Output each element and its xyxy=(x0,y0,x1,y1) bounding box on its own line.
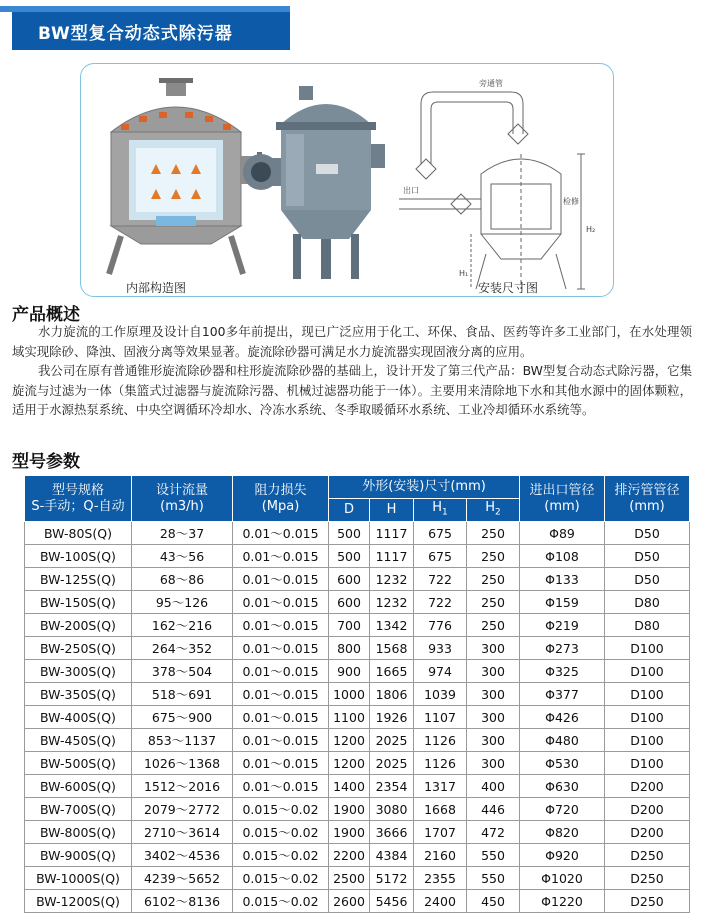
cell-flow: 853～1137 xyxy=(132,729,233,752)
cell-h2: 300 xyxy=(467,637,520,660)
cell-model: BW-80S(Q) xyxy=(25,522,132,545)
cell-h: 1665 xyxy=(370,660,414,683)
figure-panel xyxy=(80,63,614,297)
cell-io: Φ1220 xyxy=(520,890,605,913)
cell-io: Φ820 xyxy=(520,821,605,844)
cell-h2: 300 xyxy=(467,706,520,729)
cell-io: Φ480 xyxy=(520,729,605,752)
cell-d: 1900 xyxy=(329,821,370,844)
cell-h: 3666 xyxy=(370,821,414,844)
cell-loss: 0.015～0.02 xyxy=(233,844,329,867)
cell-d: 1100 xyxy=(329,706,370,729)
table-row xyxy=(25,752,690,775)
cell-model: BW-200S(Q) xyxy=(25,614,132,637)
cell-flow: 6102～8136 xyxy=(132,890,233,913)
cell-h1: 675 xyxy=(414,545,467,568)
table-row xyxy=(25,614,690,637)
cell-h: 1232 xyxy=(370,591,414,614)
label-h1: H₁ xyxy=(459,269,469,278)
table-row xyxy=(25,637,690,660)
installation-dimension-drawing xyxy=(399,92,585,289)
cell-io: Φ377 xyxy=(520,683,605,706)
cell-d: 1900 xyxy=(329,798,370,821)
cell-h: 5456 xyxy=(370,890,414,913)
internal-structure-illustration xyxy=(109,78,262,274)
cell-loss: 0.01～0.015 xyxy=(233,683,329,706)
cell-loss: 0.01～0.015 xyxy=(233,545,329,568)
table-row xyxy=(25,706,690,729)
cell-loss: 0.01～0.015 xyxy=(233,522,329,545)
cell-flow: 43～56 xyxy=(132,545,233,568)
cell-flow: 3402～4536 xyxy=(132,844,233,867)
cell-io: Φ325 xyxy=(520,660,605,683)
cell-loss: 0.01～0.015 xyxy=(233,614,329,637)
table-row xyxy=(25,568,690,591)
cell-d: 2600 xyxy=(329,890,370,913)
cell-io: Φ530 xyxy=(520,752,605,775)
cell-model: BW-450S(Q) xyxy=(25,729,132,752)
cell-model: BW-1000S(Q) xyxy=(25,867,132,890)
caption-installation-dimensions: 安装尺寸图 xyxy=(478,281,539,295)
cell-loss: 0.01～0.015 xyxy=(233,591,329,614)
cell-d: 1200 xyxy=(329,729,370,752)
cell-flow: 162～216 xyxy=(132,614,233,637)
cell-loss: 0.01～0.015 xyxy=(233,637,329,660)
cell-io: Φ1020 xyxy=(520,867,605,890)
table-row xyxy=(25,867,690,890)
cell-flow: 264～352 xyxy=(132,637,233,660)
cell-d: 1400 xyxy=(329,775,370,798)
cell-h2: 250 xyxy=(467,545,520,568)
cell-drain: D100 xyxy=(605,637,690,660)
cell-model: BW-150S(Q) xyxy=(25,591,132,614)
cell-flow: 518～691 xyxy=(132,683,233,706)
cell-h: 1117 xyxy=(370,545,414,568)
cell-io: Φ273 xyxy=(520,637,605,660)
cell-drain: D100 xyxy=(605,752,690,775)
cell-h: 3080 xyxy=(370,798,414,821)
cell-loss: 0.01～0.015 xyxy=(233,660,329,683)
cell-loss: 0.015～0.02 xyxy=(233,821,329,844)
label-bypass-pipe: 旁通管 xyxy=(479,79,503,88)
cell-h1: 1107 xyxy=(414,706,467,729)
cell-h2: 400 xyxy=(467,775,520,798)
cell-drain: D200 xyxy=(605,775,690,798)
cell-h: 2354 xyxy=(370,775,414,798)
cell-model: BW-700S(Q) xyxy=(25,798,132,821)
col-model: 型号规格 S-手动；Q-自动 xyxy=(25,476,132,522)
cell-loss: 0.015～0.02 xyxy=(233,798,329,821)
cell-h1: 1039 xyxy=(414,683,467,706)
cell-flow: 1026～1368 xyxy=(132,752,233,775)
cell-drain: D80 xyxy=(605,614,690,637)
cell-h1: 776 xyxy=(414,614,467,637)
cell-drain: D200 xyxy=(605,798,690,821)
cell-h: 1232 xyxy=(370,568,414,591)
cell-drain: D50 xyxy=(605,522,690,545)
cell-h: 5172 xyxy=(370,867,414,890)
cell-loss: 0.01～0.015 xyxy=(233,775,329,798)
cell-model: BW-900S(Q) xyxy=(25,844,132,867)
cell-loss: 0.01～0.015 xyxy=(233,752,329,775)
cell-flow: 378～504 xyxy=(132,660,233,683)
cell-h1: 675 xyxy=(414,522,467,545)
cell-d: 2200 xyxy=(329,844,370,867)
label-outlet: 出口 xyxy=(403,186,419,195)
cell-h2: 550 xyxy=(467,867,520,890)
cell-h2: 250 xyxy=(467,614,520,637)
cell-model: BW-100S(Q) xyxy=(25,545,132,568)
cell-h1: 2400 xyxy=(414,890,467,913)
cell-model: BW-500S(Q) xyxy=(25,752,132,775)
cell-d: 500 xyxy=(329,545,370,568)
table-row xyxy=(25,660,690,683)
cell-drain: D200 xyxy=(605,821,690,844)
cell-model: BW-600S(Q) xyxy=(25,775,132,798)
cell-flow: 68～86 xyxy=(132,568,233,591)
cell-d: 600 xyxy=(329,591,370,614)
label-h2: H₂ xyxy=(586,225,596,234)
model-parameters-table xyxy=(24,475,690,913)
params-heading: 型号参数 xyxy=(12,452,80,472)
cell-model: BW-1200S(Q) xyxy=(25,890,132,913)
cell-h: 4384 xyxy=(370,844,414,867)
cell-h2: 300 xyxy=(467,752,520,775)
cell-io: Φ630 xyxy=(520,775,605,798)
cell-loss: 0.01～0.015 xyxy=(233,568,329,591)
cell-drain: D80 xyxy=(605,591,690,614)
cell-h1: 1126 xyxy=(414,729,467,752)
cell-model: BW-400S(Q) xyxy=(25,706,132,729)
cell-h2: 250 xyxy=(467,522,520,545)
cell-h: 1926 xyxy=(370,706,414,729)
cell-loss: 0.015～0.02 xyxy=(233,867,329,890)
label-service: 检修 xyxy=(563,197,579,206)
cell-model: BW-350S(Q) xyxy=(25,683,132,706)
cell-io: Φ720 xyxy=(520,798,605,821)
table-row xyxy=(25,522,690,545)
table-row xyxy=(25,729,690,752)
cell-h2: 300 xyxy=(467,660,520,683)
cell-flow: 1512～2016 xyxy=(132,775,233,798)
cell-d: 1200 xyxy=(329,752,370,775)
table-row xyxy=(25,545,690,568)
cell-h1: 722 xyxy=(414,591,467,614)
cell-h1: 974 xyxy=(414,660,467,683)
cell-drain: D100 xyxy=(605,706,690,729)
cell-drain: D50 xyxy=(605,568,690,591)
table-row xyxy=(25,844,690,867)
cell-d: 1000 xyxy=(329,683,370,706)
cell-flow: 95～126 xyxy=(132,591,233,614)
cell-h: 2025 xyxy=(370,729,414,752)
cell-d: 2500 xyxy=(329,867,370,890)
cell-h: 1342 xyxy=(370,614,414,637)
col-h1: $H_1$ xyxy=(414,499,467,522)
cell-flow: 2710～3614 xyxy=(132,821,233,844)
cell-io: Φ219 xyxy=(520,614,605,637)
col-h: H xyxy=(370,499,414,522)
cell-flow: 2079～2772 xyxy=(132,798,233,821)
cell-d: 500 xyxy=(329,522,370,545)
cell-drain: D50 xyxy=(605,545,690,568)
cell-drain: D250 xyxy=(605,844,690,867)
table-row xyxy=(25,591,690,614)
cell-io: Φ426 xyxy=(520,706,605,729)
cell-h2: 300 xyxy=(467,729,520,752)
cell-loss: 0.01～0.015 xyxy=(233,729,329,752)
cell-model: BW-125S(Q) xyxy=(25,568,132,591)
cell-h1: 722 xyxy=(414,568,467,591)
cell-loss: 0.01～0.015 xyxy=(233,706,329,729)
cell-drain: D100 xyxy=(605,683,690,706)
cell-h2: 550 xyxy=(467,844,520,867)
cell-h1: 2160 xyxy=(414,844,467,867)
cell-d: 800 xyxy=(329,637,370,660)
cell-d: 900 xyxy=(329,660,370,683)
cell-h1: 1668 xyxy=(414,798,467,821)
cell-drain: D250 xyxy=(605,867,690,890)
cell-drain: D100 xyxy=(605,729,690,752)
col-d: D xyxy=(329,499,370,522)
table-row xyxy=(25,798,690,821)
cell-d: 700 xyxy=(329,614,370,637)
col-dimensions: 外形(安装)尺寸(mm) xyxy=(329,476,520,499)
overview-heading: 产品概述 xyxy=(12,305,80,325)
page-title: BW型复合动态式除污器 xyxy=(38,24,233,44)
cell-h2: 446 xyxy=(467,798,520,821)
table-row xyxy=(25,683,690,706)
cell-model: BW-800S(Q) xyxy=(25,821,132,844)
table-row xyxy=(25,775,690,798)
cell-h: 1568 xyxy=(370,637,414,660)
cell-h2: 250 xyxy=(467,591,520,614)
col-inlet-outlet: 进出口管径 (mm) xyxy=(520,476,605,522)
cell-flow: 28～37 xyxy=(132,522,233,545)
cell-loss: 0.015～0.02 xyxy=(233,890,329,913)
cell-drain: D100 xyxy=(605,660,690,683)
cell-flow: 4239～5652 xyxy=(132,867,233,890)
caption-internal-structure: 内部构造图 xyxy=(126,281,187,295)
cell-h: 2025 xyxy=(370,752,414,775)
table-row xyxy=(25,821,690,844)
product-photo-illustration xyxy=(243,86,385,279)
table-body xyxy=(25,522,690,913)
cell-io: Φ133 xyxy=(520,568,605,591)
cell-h2: 300 xyxy=(467,683,520,706)
overview-paragraph-1: 水力旋流的工作原理及设计自100多年前提出，现已广泛应用于化工、环保、食品、医药等许多工业部门，在水处理领域实现除砂、降浊、固液分离等效果显著。旋流除砂器可满足水力旋流器实现固液分离的应用。 xyxy=(12,324,692,359)
col-h2: $H_2$ xyxy=(467,499,520,522)
cell-h1: 1707 xyxy=(414,821,467,844)
cell-io: Φ89 xyxy=(520,522,605,545)
cell-h1: 1126 xyxy=(414,752,467,775)
table-row xyxy=(25,890,690,913)
cell-h1: 933 xyxy=(414,637,467,660)
cell-h: 1117 xyxy=(370,522,414,545)
cell-h2: 472 xyxy=(467,821,520,844)
cell-d: 600 xyxy=(329,568,370,591)
col-flow: 设计流量 (m3/h) xyxy=(132,476,233,522)
cell-h: 1806 xyxy=(370,683,414,706)
cell-h2: 450 xyxy=(467,890,520,913)
title-banner xyxy=(0,0,290,50)
cell-io: Φ159 xyxy=(520,591,605,614)
overview-paragraph-2: 我公司在原有普通锥形旋流除砂器和柱形旋流除砂器的基础上，设计开发了第三代产品：BW型复合动态式除污器，它集旋流与过滤为一体（集篮式过滤器与旋流除污器、机械过滤器功能于一体）。主要用来清除地下水和其他水源中的固体颗粒，适用于水源热泵系统、中央空调循环冷却水、冷冻水系统、冬季取暖循环水系统、工业冷却循环水系统等。 xyxy=(12,363,692,417)
cell-drain: D250 xyxy=(605,890,690,913)
cell-model: BW-250S(Q) xyxy=(25,637,132,660)
cell-io: Φ108 xyxy=(520,545,605,568)
cell-h1: 1317 xyxy=(414,775,467,798)
cell-flow: 675～900 xyxy=(132,706,233,729)
col-drain: 排污管管径 (mm) xyxy=(605,476,690,522)
cell-io: Φ920 xyxy=(520,844,605,867)
col-pressure-loss: 阻力损失 (Mpa) xyxy=(233,476,329,522)
cell-h2: 250 xyxy=(467,568,520,591)
cell-h1: 2355 xyxy=(414,867,467,890)
product-illustrations xyxy=(81,64,613,296)
cell-model: BW-300S(Q) xyxy=(25,660,132,683)
